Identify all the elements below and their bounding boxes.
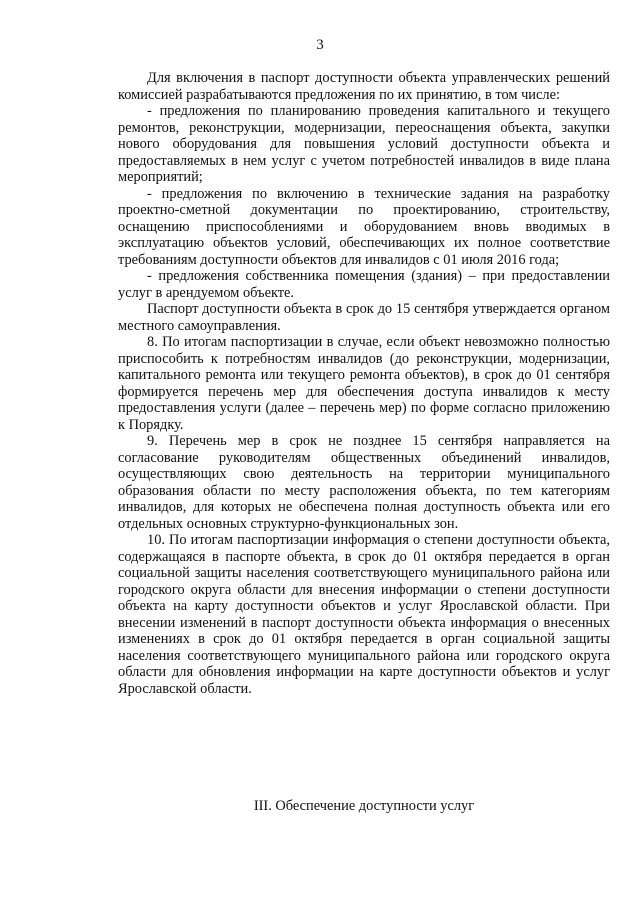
paragraph-item-10: 10. По итогам паспортизации информация о степени доступности объекта, содержащаяся в паспорте объекта, в срок до 01 октября передается в орган социальной защиты населения соответствующего муниципального района или городского округа области для внесения информации о степени доступности объекта на карту доступности объектов и услуг Ярославской области. При внесении изменений в паспорт доступности объекта информация о внесенных изменениях в срок до 01 октября передается в орган социальной защиты населения соответствующего муниципального района или городского округа области для обновления информации на карте доступности объектов и услуг Ярославской области. [118,532,610,697]
section-heading: III. Обеспечение доступности услуг [253,798,475,814]
paragraph-intro: Для включения в паспорт доступности объекта управленческих решений комиссией разрабатываются предложения по их принятию, в том числе: [118,70,610,103]
paragraph-item-9: 9. Перечень мер в срок не позднее 15 сентября направляется на согласование руководителям общественных объединений инвалидов, осуществляющих свою деятельность на территории муниципального образования области по месту расположения объекта, по тем категориям инвалидов, для которых не обеспечена полная доступность объекта или его отдельных основных структурно-функциональных зон. [118,433,610,532]
paragraph-bullet-technical-specs: - предложения по включению в технические задания на разработку проектно-сметной документации по проектированию, строительству, оснащению приспособлениями и оборудованием вновь вводимых в эксплуатацию объектов условий, обеспечивающих их полное соответствие требованиям доступности объектов для инвалидов с 01 июля 2016 года; [118,185,610,268]
paragraph-bullet-planning: - предложения по планированию проведения капитального и текущего ремонтов, реконструкции, модернизации, переоснащения объекта, закупки нового оборудования для повышения условий доступности объекта и предоставляемых в нем услуг с учетом потребностей инвалидов в виде плана мероприятий; [118,103,610,185]
paragraph-bullet-owner: - предложения собственника помещения (здания) – при предоставлении услуг в арендуемом объекте. [118,268,610,301]
page-number: 3 [316,37,324,53]
paragraph-item-8: 8. По итогам паспортизации в случае, если объект невозможно полностью приспособить к потребностям инвалидов (до реконструкции, модернизации, капитального ремонта или текущего ремонта объектов), в срок до 01 сентября формируется перечень мер для обеспечения доступа инвалидов к месту предоставления услуги (далее – перечень мер) по форме согласно приложению к Порядку. [118,334,610,433]
body-text [118,70,610,697]
paragraph-passport-approval: Паспорт доступности объекта в срок до 15 сентября утверждается органом местного самоуправления. [118,301,610,334]
